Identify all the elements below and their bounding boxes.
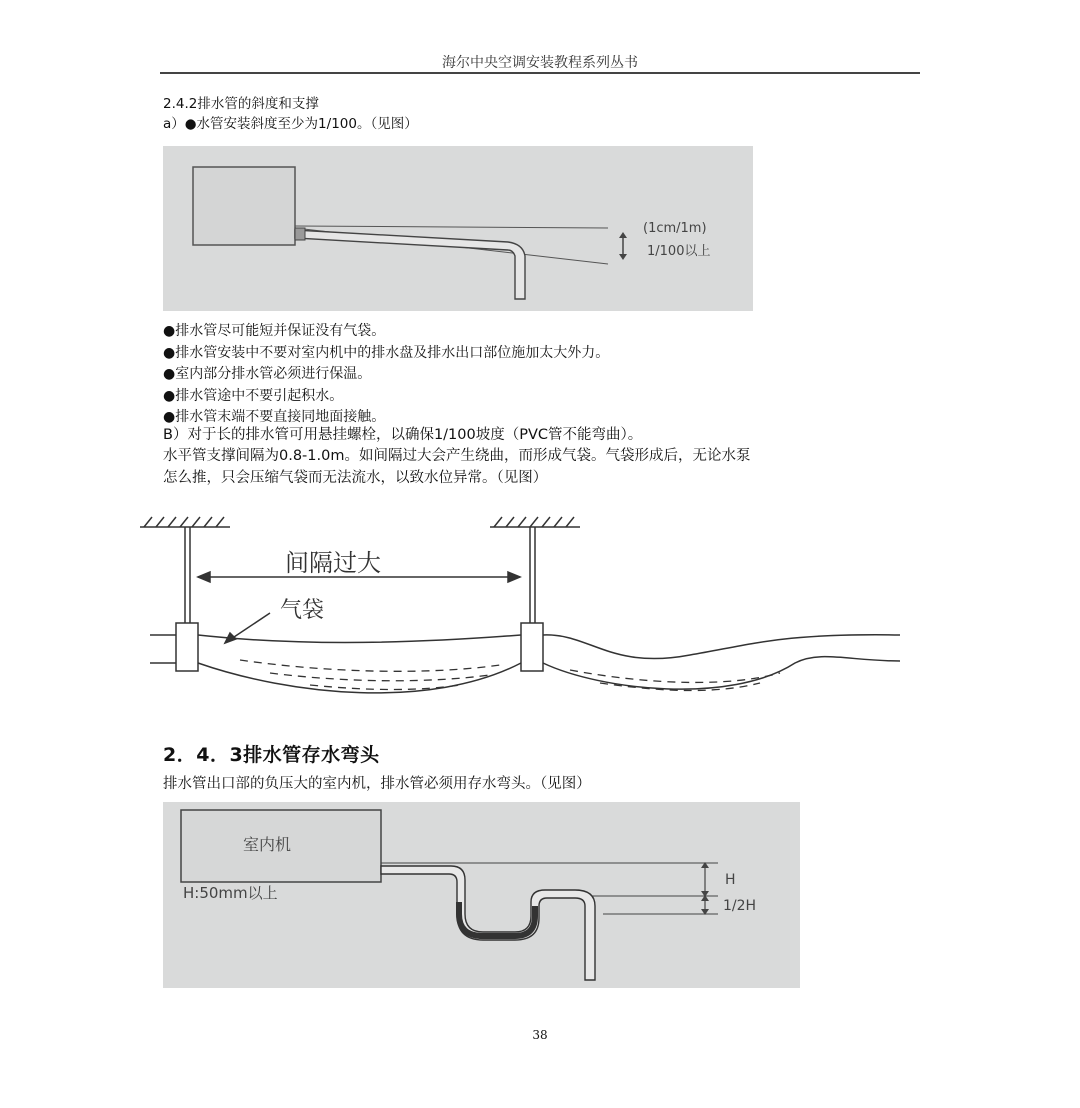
trap-pipe xyxy=(381,866,595,980)
support-clamp-right xyxy=(521,623,543,671)
figure-support-spacing xyxy=(130,505,910,720)
support-clamp-left xyxy=(176,623,198,671)
bullet-item: ●排水管安装中不要对室内机中的排水盘及排水出口部位施加太大外力。 xyxy=(163,344,610,361)
figure-slope-drawing xyxy=(163,146,753,311)
paragraph-line-2: 怎么推，只会压缩气袋而无法流水，以致水位异常。（见图） xyxy=(163,470,548,486)
drain-pipe xyxy=(295,230,525,299)
bullet-item: ●排水管尽可能短并保证没有气袋。 xyxy=(163,323,386,339)
item-a-text: a）●水管安装斜度至少为1/100。（见图） xyxy=(163,116,418,132)
indoor-unit-box xyxy=(193,167,295,245)
section-heading-242: 2.4.2排水管的斜度和支撑 xyxy=(163,96,319,112)
airbag-label: 气袋 xyxy=(280,598,325,623)
figure-slope-photo xyxy=(163,146,753,311)
section-243-text: 排水管出口部的负压大的室内机，排水管必须用存水弯头。（见图） xyxy=(163,776,591,792)
running-header: 海尔中央空调安装教程系列丛书 xyxy=(442,55,638,71)
slope-label-top: (1cm/1m) xyxy=(643,221,707,236)
height-label: H:50mm以上 xyxy=(183,884,278,902)
gap-label: 间隔过大 xyxy=(285,549,381,577)
water-line xyxy=(240,660,500,671)
page-number: 38 xyxy=(532,1028,548,1042)
bullet-item: ●排水管途中不要引起积水。 xyxy=(163,387,344,404)
header-divider xyxy=(160,72,920,74)
figure-support-drawing xyxy=(130,505,910,720)
bullet-item: ●排水管末端不要直接同地面接触。 xyxy=(163,409,386,425)
section-heading-243: 2．4．3排水管存水弯头 xyxy=(163,744,380,766)
half-h-label: 1/2H xyxy=(723,898,757,914)
h-label: H xyxy=(725,872,736,888)
slope-label-bottom: 1/100以上 xyxy=(647,244,711,259)
figure-trap-photo xyxy=(163,802,800,988)
bullet-item: ●室内部分排水管必须进行保温。 xyxy=(163,366,372,382)
figure-trap-drawing xyxy=(163,802,800,988)
unit-label: 室内机 xyxy=(243,835,292,854)
reference-line xyxy=(295,226,608,228)
item-b-text: B）对于长的排水管可用悬挂螺栓，以确保1/100坡度（PVC管不能弯曲）。 xyxy=(163,427,643,443)
bullet-list xyxy=(163,321,609,429)
paragraph-line-1: 水平管支撑间隔为0.8-1.0m。如间隔过大会产生绕曲，而形成气袋。气袋形成后，无论水泵 xyxy=(163,448,751,464)
pipe-joint xyxy=(295,228,305,240)
